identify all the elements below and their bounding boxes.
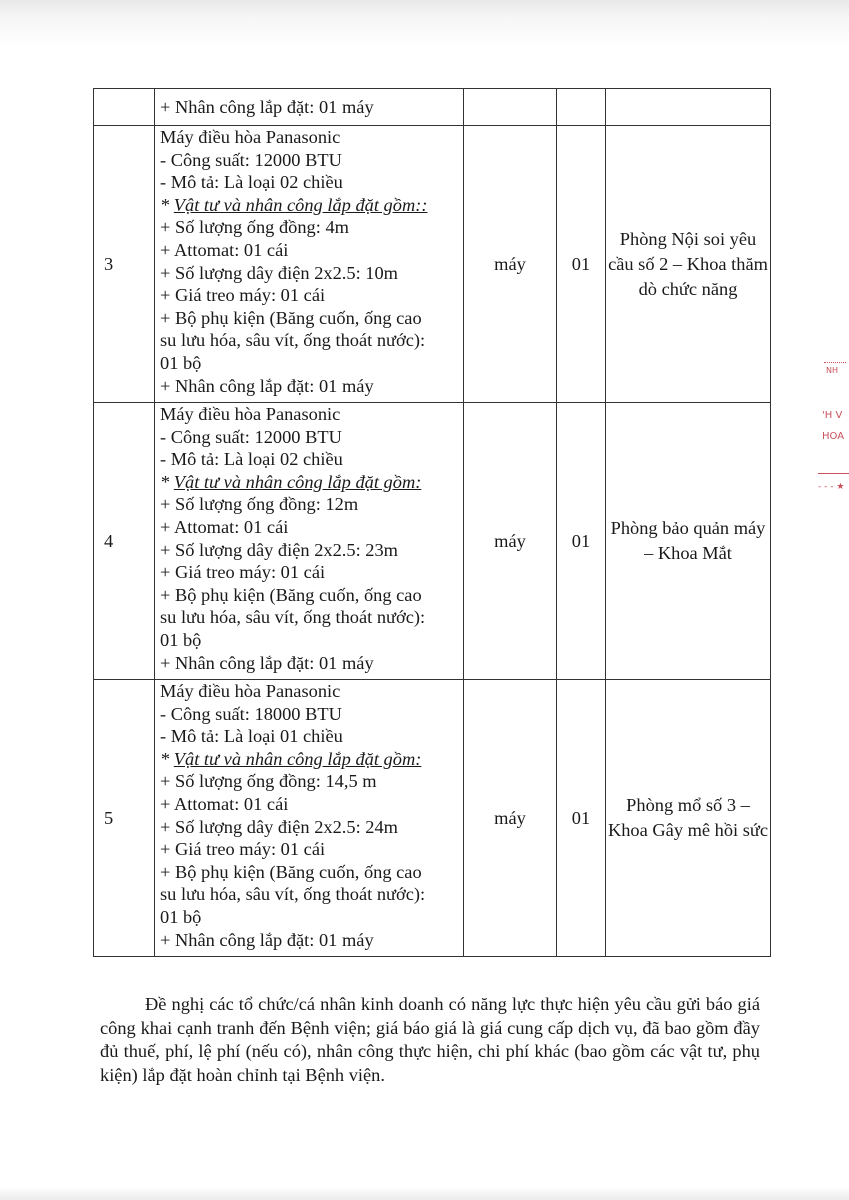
location-cell: Phòng mổ số 3 – Khoa Gây mê hồi sức	[606, 680, 771, 957]
table-row	[94, 126, 771, 403]
equipment-table-body	[94, 89, 771, 957]
description-line: su lưu hóa, sâu vít, ống thoát nước):	[160, 607, 426, 628]
description-line: + Giá treo máy: 01 cái	[160, 562, 326, 583]
stt-cell: 5	[94, 680, 155, 957]
quantity-cell	[557, 89, 606, 126]
quantity-cell: 01	[557, 126, 606, 403]
description-line: + Số lượng ống đồng: 12m	[160, 494, 359, 515]
closing-paragraph-text: Đề nghị các tổ chức/cá nhân kinh doanh có năng lực thực hiện yêu cầu gửi báo giá công khai cạnh tranh đến Bệnh viện; giá báo giá là giá cung cấp dịch vụ, đã bao gồm đầy đủ thuế, phí, lệ phí (nếu có), nhân công thực hiện, chi phí khác (bao gồm các vật tư, phụ kiện) lắp đặt hoàn chỉnh tại Bệnh viện.	[100, 994, 760, 1085]
description-line: Máy điều hòa Panasonic	[160, 404, 341, 424]
stamp-text-1: NH	[826, 366, 838, 375]
description-line: + Số lượng dây điện 2x2.5: 10m	[160, 262, 398, 283]
description-line: - Công suất: 12000 BTU	[160, 426, 342, 447]
description-line: + Bộ phụ kiện (Băng cuốn, ống cao	[160, 861, 422, 882]
location-cell: Phòng Nội soi yêu cầu số 2 – Khoa thăm dò chức năng	[606, 126, 771, 403]
description-line: - Công suất: 12000 BTU	[160, 149, 342, 170]
unit-cell: máy	[464, 403, 557, 680]
table-row	[94, 680, 771, 957]
stt-cell: 3	[94, 126, 155, 403]
description-line: + Attomat: 01 cái	[160, 239, 289, 260]
description-line: 01 bộ	[160, 629, 202, 650]
location-cell	[606, 89, 771, 126]
description-line: + Bộ phụ kiện (Băng cuốn, ống cao	[160, 584, 422, 605]
description-line: Máy điều hòa Panasonic	[160, 127, 341, 147]
description-line: - Công suất: 18000 BTU	[160, 703, 342, 724]
description-line: + Số lượng dây điện 2x2.5: 23m	[160, 539, 398, 560]
materials-subheading: * Vật tư và nhân công lắp đặt gồm:	[160, 471, 422, 492]
closing-paragraph	[100, 993, 760, 1087]
description-line: + Bộ phụ kiện (Băng cuốn, ống cao	[160, 307, 422, 328]
description-line: Máy điều hòa Panasonic	[160, 681, 341, 701]
description-cell	[155, 403, 464, 680]
description-line: + Attomat: 01 cái	[160, 516, 289, 537]
equipment-table	[93, 88, 771, 957]
description-line: + Nhân công lắp đặt: 01 máy	[160, 375, 374, 396]
stamp-text-3: HOA	[822, 431, 845, 442]
table-row	[94, 403, 771, 680]
description-cell	[155, 126, 464, 403]
materials-subheading: * Vật tư và nhân công lắp đặt gồm:	[160, 748, 422, 769]
description-line: + Giá treo máy: 01 cái	[160, 839, 326, 860]
description-line: - Mô tả: Là loại 01 chiều	[160, 726, 343, 747]
description-line: 01 bộ	[160, 906, 202, 927]
red-stamp-fragment	[818, 352, 849, 502]
stt-cell	[94, 89, 155, 126]
description-line: 01 bộ	[160, 352, 202, 373]
description-line: + Số lượng dây điện 2x2.5: 24m	[160, 816, 398, 837]
stt-cell: 4	[94, 403, 155, 680]
description-line: + Attomat: 01 cái	[160, 793, 289, 814]
description-cell	[155, 89, 464, 126]
unit-cell	[464, 89, 557, 126]
table-row	[94, 89, 771, 126]
quantity-cell: 01	[557, 680, 606, 957]
description-line: + Nhân công lắp đặt: 01 máy	[160, 652, 374, 673]
description-cell	[155, 680, 464, 957]
description-line: + Nhân công lắp đặt: 01 máy	[160, 96, 374, 117]
description-line: + Nhân công lắp đặt: 01 máy	[160, 929, 374, 950]
description-line: + Số lượng ống đồng: 4m	[160, 217, 349, 238]
description-line: - Mô tả: Là loại 02 chiều	[160, 449, 343, 470]
description-line: + Giá treo máy: 01 cái	[160, 285, 326, 306]
materials-subheading: * Vật tư và nhân công lắp đặt gồm::	[160, 194, 428, 215]
location-cell: Phòng bảo quản máy – Khoa Mắt	[606, 403, 771, 680]
scan-top-edge	[0, 0, 849, 46]
unit-cell: máy	[464, 126, 557, 403]
description-line: su lưu hóa, sâu vít, ống thoát nước):	[160, 330, 426, 351]
description-line: - Mô tả: Là loại 02 chiều	[160, 172, 343, 193]
stamp-text-2: 'H V	[822, 410, 843, 421]
description-line: su lưu hóa, sâu vít, ống thoát nước):	[160, 884, 426, 905]
unit-cell: máy	[464, 680, 557, 957]
stamp-dots	[824, 362, 846, 363]
stamp-rule	[818, 473, 849, 474]
description-line: + Số lượng ống đồng: 14,5 m	[160, 771, 377, 792]
scan-bottom-edge	[0, 1186, 849, 1200]
stamp-star-icon: - - - ★	[818, 482, 845, 492]
quantity-cell: 01	[557, 403, 606, 680]
